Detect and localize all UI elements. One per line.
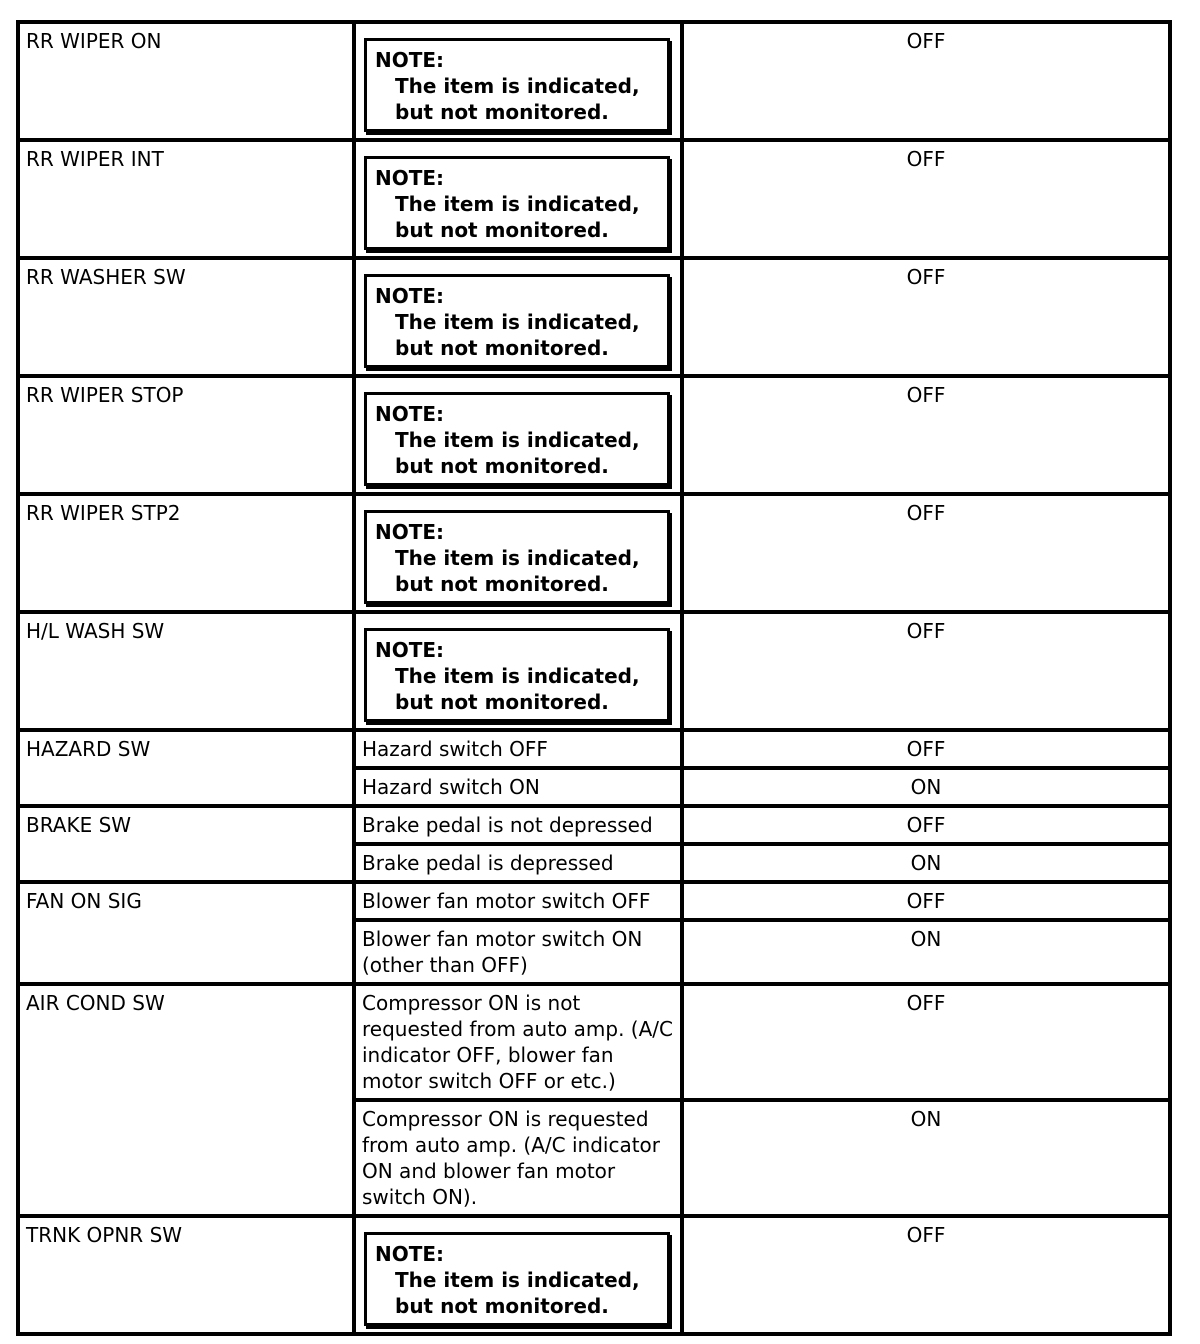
monitor-value: OFF: [682, 376, 1170, 494]
note-line: The item is indicated,: [395, 1268, 640, 1292]
table-row: [18, 494, 1170, 612]
monitor-value: OFF: [682, 612, 1170, 730]
note-line: The item is indicated,: [395, 428, 640, 452]
note-box: [364, 38, 670, 132]
note-title: NOTE:: [375, 520, 445, 544]
monitor-item-name: AIR COND SW: [18, 984, 354, 1216]
condition-text: Brake pedal is not depressed: [354, 806, 682, 844]
note-line: The item is indicated,: [395, 546, 640, 570]
note-box: [364, 156, 670, 250]
note-title: NOTE:: [375, 284, 445, 308]
table-row: [18, 984, 1170, 1100]
condition-text: Brake pedal is depressed: [354, 844, 682, 882]
table-row: [18, 882, 1170, 920]
note-title: NOTE:: [375, 638, 445, 662]
note-line: but not monitored.: [395, 454, 609, 478]
condition-text: Hazard switch ON: [354, 768, 682, 806]
condition-text: Hazard switch OFF: [354, 730, 682, 768]
monitor-item-table: [16, 20, 1172, 1336]
note-line: but not monitored.: [395, 1294, 609, 1318]
note-box: [364, 1232, 670, 1326]
note-title: NOTE:: [375, 48, 445, 72]
table-row: [18, 1216, 1170, 1334]
monitor-item-name: FAN ON SIG: [18, 882, 354, 984]
note-line: The item is indicated,: [395, 192, 640, 216]
monitor-item-name: HAZARD SW: [18, 730, 354, 806]
condition-text: Blower fan motor switch OFF: [354, 882, 682, 920]
condition-cell: [354, 22, 682, 140]
monitor-value: ON: [682, 1100, 1170, 1216]
monitor-item-name: RR WIPER STOP: [18, 376, 354, 494]
table-row: [18, 612, 1170, 730]
condition-cell: [354, 376, 682, 494]
monitor-value: OFF: [682, 140, 1170, 258]
monitor-value: OFF: [682, 22, 1170, 140]
monitor-value: ON: [682, 844, 1170, 882]
monitor-item-name: TRNK OPNR SW: [18, 1216, 354, 1334]
condition-cell: [354, 612, 682, 730]
note-line: The item is indicated,: [395, 664, 640, 688]
note-title: NOTE:: [375, 166, 445, 190]
condition-cell: [354, 258, 682, 376]
monitor-item-name: RR WIPER STP2: [18, 494, 354, 612]
note-line: The item is indicated,: [395, 74, 640, 98]
note-line: The item is indicated,: [395, 310, 640, 334]
monitor-value: OFF: [682, 984, 1170, 1100]
note-line: but not monitored.: [395, 336, 609, 360]
table-row: [18, 376, 1170, 494]
monitor-item-name: RR WIPER INT: [18, 140, 354, 258]
monitor-value: ON: [682, 920, 1170, 984]
table-row: [18, 140, 1170, 258]
table-row: [18, 258, 1170, 376]
note-line: but not monitored.: [395, 572, 609, 596]
table-row: [18, 730, 1170, 768]
note-title: NOTE:: [375, 1242, 445, 1266]
condition-cell: [354, 140, 682, 258]
condition-text: Compressor ON is requested from auto amp. (A/C indicator ON and blower fan motor switch ON).: [354, 1100, 682, 1216]
note-line: but not monitored.: [395, 218, 609, 242]
note-box: [364, 392, 670, 486]
note-line: but not monitored.: [395, 100, 609, 124]
note-box: [364, 274, 670, 368]
note-title: NOTE:: [375, 402, 445, 426]
table-row: [18, 22, 1170, 140]
monitor-value: OFF: [682, 494, 1170, 612]
monitor-value: OFF: [682, 258, 1170, 376]
condition-cell: [354, 494, 682, 612]
monitor-item-name: BRAKE SW: [18, 806, 354, 882]
condition-text: Compressor ON is not requested from auto amp. (A/C indicator OFF, blower fan motor switch OFF or etc.): [354, 984, 682, 1100]
monitor-value: ON: [682, 768, 1170, 806]
monitor-item-name: H/L WASH SW: [18, 612, 354, 730]
note-box: [364, 628, 670, 722]
condition-text: Blower fan motor switch ON (other than OFF): [354, 920, 682, 984]
note-line: but not monitored.: [395, 690, 609, 714]
monitor-item-name: RR WIPER ON: [18, 22, 354, 140]
monitor-value: OFF: [682, 730, 1170, 768]
table-row: [18, 806, 1170, 844]
note-box: [364, 510, 670, 604]
monitor-item-name: RR WASHER SW: [18, 258, 354, 376]
monitor-value: OFF: [682, 806, 1170, 844]
monitor-value: OFF: [682, 882, 1170, 920]
monitor-value: OFF: [682, 1216, 1170, 1334]
condition-cell: [354, 1216, 682, 1334]
